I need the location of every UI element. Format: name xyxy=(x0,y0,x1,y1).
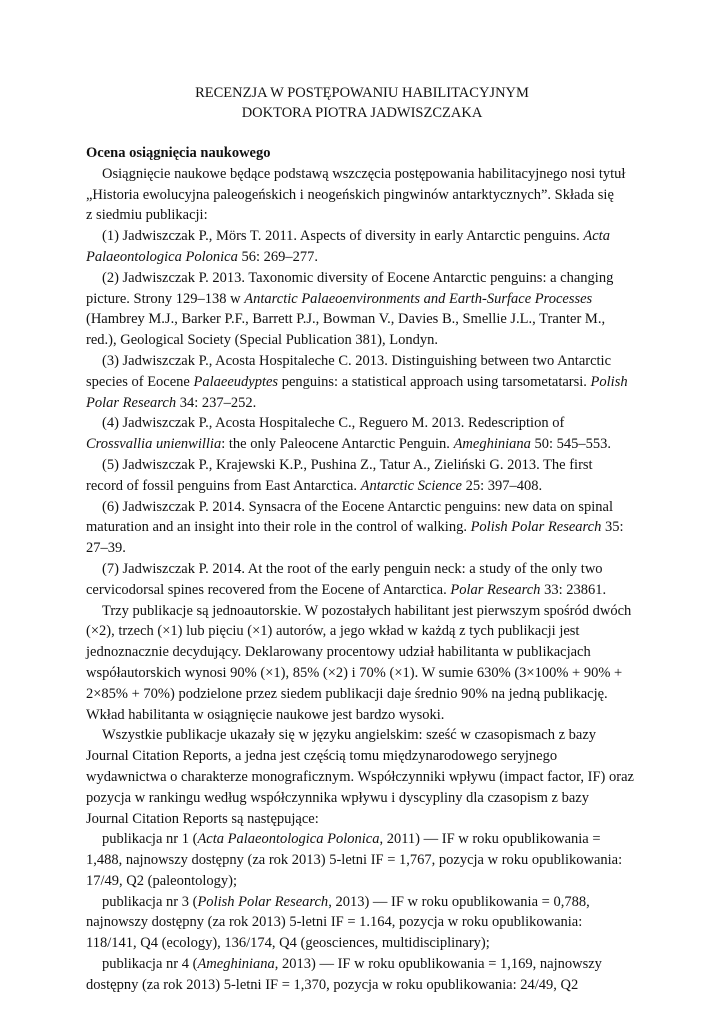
text-line xyxy=(86,455,641,476)
text-line xyxy=(86,434,641,455)
text-span: (4) Jadwiszczak P., Acosta Hospitaleche C., Reguero M. 2013. Redescription of xyxy=(102,415,565,432)
text-span: , 2013) — IF w roku opublikowania = 1,169, najnowszy xyxy=(274,956,602,973)
text-span: , 2011) — IF w roku opublikowania = xyxy=(379,831,601,848)
text-span: Journal Citation Reports, a jedna jest częścią tomu międzynarodowego seryjnego xyxy=(86,748,558,765)
text-line xyxy=(86,892,641,913)
italic-text: Crossvallia unienwillia xyxy=(86,436,222,453)
text-line xyxy=(86,621,641,642)
text-line xyxy=(86,850,641,871)
text-span: , 2013) — IF w roku opublikowania = 0,788, xyxy=(328,893,590,910)
italic-text: Polish Polar Research xyxy=(470,519,602,536)
text-span: red.), Geological Society (Special Publication 381), Londyn. xyxy=(86,332,438,349)
text-span: (2) Jadwiszczak P. 2013. Taxonomic diversity of Eocene Antarctic penguins: a changing xyxy=(102,269,614,286)
text-line xyxy=(86,226,641,247)
text-span: najnowszy dostępny (za rok 2013) 5-letni IF = 1.164, pozycja w roku opublikowania: xyxy=(86,914,583,931)
text-span: 34: 237–252. xyxy=(176,394,257,411)
text-span: Osiągnięcie naukowe będące podstawą wszczęcia postępowania habilitacyjnego nosi tytuł xyxy=(102,165,626,182)
text-line xyxy=(86,164,641,185)
text-span: Journal Citation Reports są następujące: xyxy=(86,810,319,827)
text-span: 17/49, Q2 (paleontology); xyxy=(86,872,238,889)
text-span: (7) Jadwiszczak P. 2014. At the root of the early penguin neck: a study of the only two xyxy=(102,560,603,577)
text-line xyxy=(86,330,641,351)
text-span: 1,488, najnowszy dostępny (za rok 2013) 5-letni IF = 1,767, pozycja w roku opublikowania: xyxy=(86,852,623,869)
text-span: 50: 545–553. xyxy=(530,436,612,453)
text-line xyxy=(86,205,641,226)
text-span: publikacja nr 1 ( xyxy=(102,831,198,848)
text-line xyxy=(86,517,641,538)
text-span: (5) Jadwiszczak P., Krajewski K.P., Pushina Z., Tatur A., Zieliński G. 2013. The first xyxy=(102,456,593,473)
text-span: record of fossil penguins from East Antarctica. xyxy=(86,477,361,494)
title-line-1: RECENZJA W POSTĘPOWANIU HABILITACYJNYM xyxy=(195,85,529,101)
italic-text: Polar Research xyxy=(450,581,541,598)
text-line xyxy=(86,538,641,559)
text-line xyxy=(86,809,641,830)
text-span: (×2), trzech (×1) lub pięciu (×1) autorów, a jego wkład w każdą z tych publikacji jest xyxy=(86,623,580,640)
text-line xyxy=(86,497,641,518)
text-line xyxy=(86,725,641,746)
text-line xyxy=(86,642,641,663)
text-span: dostępny (za rok 2013) 5-letni IF = 1,370, pozycja w roku opublikowania: 24/49, Q2 xyxy=(86,976,579,993)
title-line-2: DOKTORA PIOTRA JADWISZCZAKA xyxy=(241,105,483,121)
text-span: publikacja nr 4 ( xyxy=(102,956,198,973)
italic-text: Polish xyxy=(590,373,628,390)
text-span: 35: xyxy=(601,519,624,536)
text-span: 2×85% + 70%) podzielone przez siedem publikacji daje średnio 90% na jedną publikację. xyxy=(86,685,608,702)
text-span: (1) Jadwiszczak P., Mörs T. 2011. Aspects of diversity in early Antarctic penguins. xyxy=(102,228,584,245)
text-span: pozycja w rankingu według współczynnika wpływu i dyscypliny dla czasopism z bazy xyxy=(86,789,589,806)
text-span: z siedmiu publikacji: xyxy=(86,207,208,224)
text-span: maturation and an insight into their role in the control of walking. xyxy=(86,519,471,536)
text-line xyxy=(86,954,641,975)
text-line xyxy=(86,309,641,330)
italic-text: Antarctic Palaeoenvironments and Earth-Surface Processes xyxy=(244,290,593,307)
text-line xyxy=(86,372,641,393)
italic-text: Acta xyxy=(583,228,610,245)
italic-text: Antarctic Science xyxy=(360,477,462,494)
italic-text: Polish Polar Research xyxy=(197,893,329,910)
text-span: 27–39. xyxy=(86,540,126,557)
text-span: „Historia ewolucyjna paleogeńskich i neogeńskich pingwinów antarktycznych”. Składa się xyxy=(86,186,614,203)
text-line xyxy=(86,767,641,788)
text-span: wydawnictwa o charakterze monograficznym. Współczynniki wpływu (impact factor, IF) oraz xyxy=(86,768,634,785)
text-span: : the only Paleocene Antarctic Penguin. xyxy=(221,436,454,453)
text-line xyxy=(86,746,641,767)
text-line xyxy=(86,580,641,601)
text-span: (3) Jadwiszczak P., Acosta Hospitaleche C. 2013. Distinguishing between two Antarctic xyxy=(102,352,612,369)
text-line xyxy=(86,351,641,372)
text-line xyxy=(86,289,641,310)
body-text xyxy=(86,164,641,996)
text-span: species of Eocene xyxy=(86,373,194,390)
text-span: współautorskich wynosi 90% (×1), 85% (×2) i 70% (×1). W sumie 630% (3×100% + 90% + xyxy=(86,664,623,681)
text-line xyxy=(86,559,641,580)
text-span: 56: 269–277. xyxy=(237,248,318,265)
text-span: (Hambrey M.J., Barker P.F., Barrett P.J., Bowman V., Davies B., Smellie J.L., Tranter M., xyxy=(86,311,606,328)
italic-text: Polar Research xyxy=(86,394,177,411)
text-line xyxy=(86,476,641,497)
italic-text: Acta Palaeontologica Polonica xyxy=(197,831,380,848)
italic-text: Palaeeudyptes xyxy=(193,373,279,390)
text-span: Wszystkie publikacje ukazały się w języku angielskim: sześć w czasopismach z bazy xyxy=(102,727,597,744)
text-line xyxy=(86,663,641,684)
text-span: cervicodorsal spines recovered from the Eocene of Antarctica. xyxy=(86,581,451,598)
text-line xyxy=(86,601,641,622)
text-line xyxy=(86,933,641,954)
text-line xyxy=(86,975,641,996)
text-span: (6) Jadwiszczak P. 2014. Synsacra of the Eocene Antarctic penguins: new data on spinal xyxy=(102,498,613,515)
section-heading: Ocena osiągnięcia naukowego xyxy=(86,145,271,161)
text-line xyxy=(86,247,641,268)
text-span: 118/141, Q4 (ecology), 136/174, Q4 (geosciences, multidisciplinary); xyxy=(86,935,490,952)
text-line xyxy=(86,705,641,726)
text-span: publikacja nr 3 ( xyxy=(102,893,198,910)
text-span: picture. Strony 129–138 w xyxy=(86,290,245,307)
text-span: 33: 23861. xyxy=(540,581,607,598)
text-span: Trzy publikacje są jednoautorskie. W pozostałych habilitant jest pierwszym spośród dwóch xyxy=(102,602,632,619)
text-line xyxy=(86,393,641,414)
text-line xyxy=(86,912,641,933)
italic-text: Ameghiniana xyxy=(453,436,531,453)
text-line xyxy=(86,413,641,434)
text-line xyxy=(86,829,641,850)
text-line xyxy=(86,185,641,206)
text-line xyxy=(86,788,641,809)
text-span: 25: 397–408. xyxy=(461,477,543,494)
text-span: penguins: a statistical approach using tarsometatarsi. xyxy=(278,373,591,390)
italic-text: Ameghiniana xyxy=(197,956,275,973)
text-span: Wkład habilitanta w osiągnięcie naukowe jest bardzo wysoki. xyxy=(86,706,445,723)
text-span: jednoznacznie decydujący. Deklarowany procentowy udział habilitanta w publikacjach xyxy=(86,644,591,661)
text-line xyxy=(86,871,641,892)
text-line xyxy=(86,684,641,705)
text-line xyxy=(86,268,641,289)
italic-text: Palaeontologica Polonica xyxy=(86,248,238,265)
review-title xyxy=(0,83,724,123)
document-body xyxy=(86,143,641,996)
